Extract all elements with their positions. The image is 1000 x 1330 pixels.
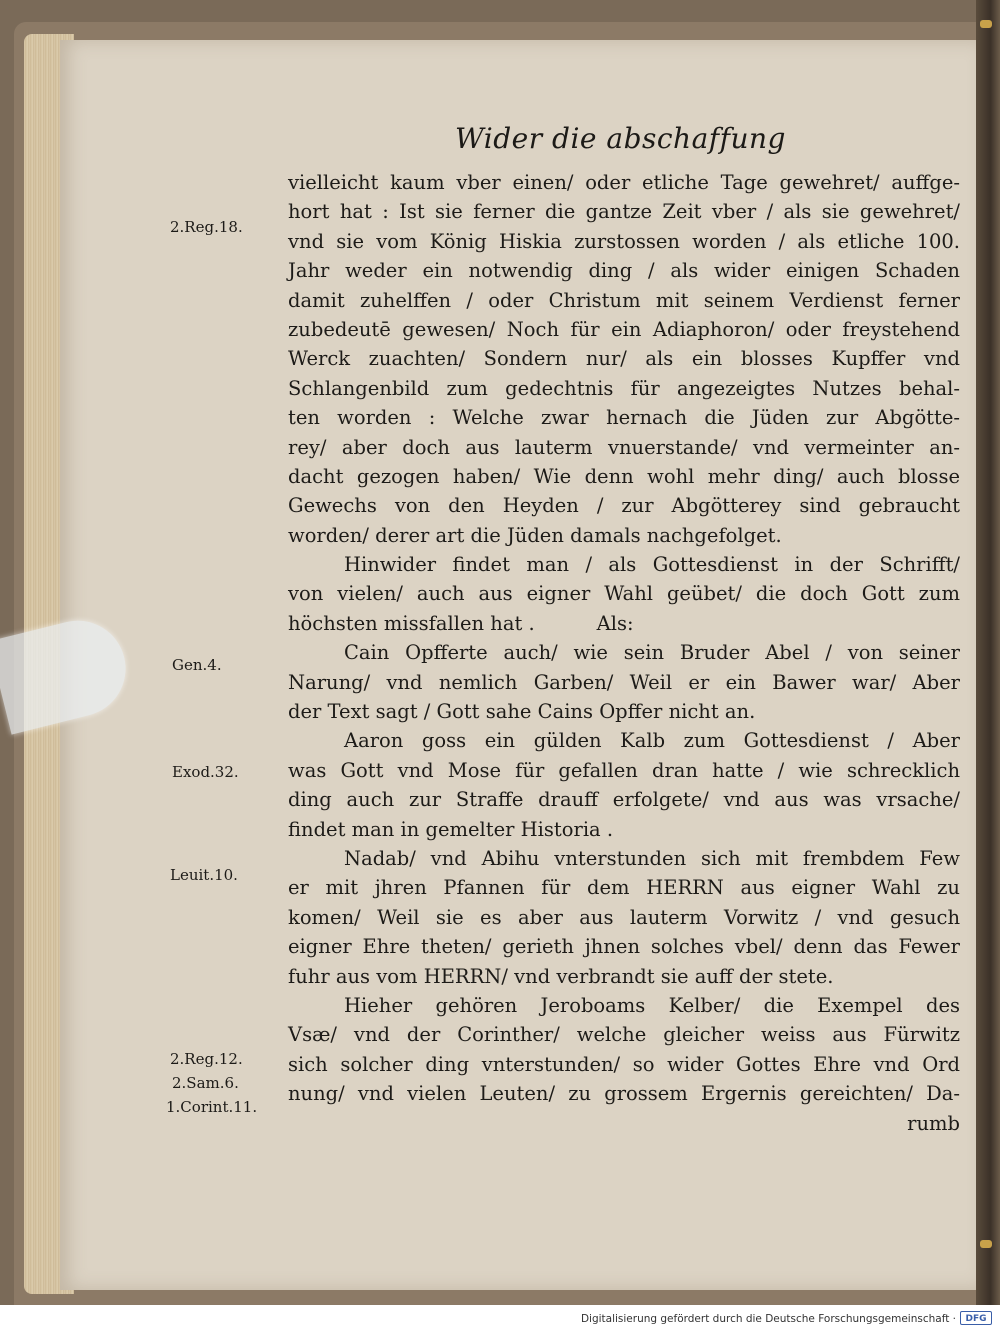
text-line: Hieher gehören Jeroboams Kelber/ die Exempel des xyxy=(344,993,960,1017)
text-line: Jahr weder ein notwendig ding / als wider einigen Schaden xyxy=(288,259,960,283)
text-line: Narung/ vnd nemlich Garben/ Weil er ein Bawer war/ Aber xyxy=(288,670,960,694)
marginal-reference: 1.Corint.11. xyxy=(166,1098,258,1116)
binding-thread xyxy=(980,1240,992,1248)
text-line: nung/ vnd vielen Leuten/ zu grossem Ergernis gereichten/ Da- xyxy=(288,1082,960,1106)
text-line: von vielen/ auch aus eigner Wahl geübet/ die doch Gott zum xyxy=(288,582,960,606)
text-line: Nadab/ vnd Abihu vnterstunden sich mit frembdem Few xyxy=(344,846,960,870)
text-line: Werck zuachten/ Sondern nur/ als ein blosses Kupffer vnd xyxy=(288,347,960,371)
text-line: sich solcher ding vnterstunden/ so wider Gottes Ehre vnd Ord xyxy=(288,1052,960,1076)
running-title: Wider die abschaffung xyxy=(455,122,786,155)
text-line: Schlangenbild zum gedechtnis für angezeigtes Nutzes behal- xyxy=(288,376,960,400)
text-line: eigner Ehre theten/ gerieth jhnen solches vbel/ denn das Fewer xyxy=(288,935,960,959)
marginal-reference: 2.Reg.18. xyxy=(170,218,243,236)
text-line: Cain Opfferte auch/ wie sein Bruder Abel / von seiner xyxy=(344,641,960,665)
marginal-reference: 2.Sam.6. xyxy=(172,1074,239,1092)
text-line: fuhr aus vom HERRN/ vnd verbrandt sie auff der stete. xyxy=(288,964,834,988)
text-line: Hinwider findet man / als Gottesdienst in der Schrifft/ xyxy=(344,553,960,577)
body-text xyxy=(288,168,960,1138)
dfg-logo: DFG xyxy=(960,1311,992,1325)
marginal-reference: 2.Reg.12. xyxy=(170,1050,243,1068)
footer-credit: Digitalisierung gefördert durch die Deutsche Forschungsgemeinschaft · xyxy=(580,1313,956,1325)
text-line: damit zuhelffen / oder Christum mit seinem Verdienst ferner xyxy=(288,288,960,312)
text-line: dacht gezogen haben/ Wie denn wohl mehr ding/ auch blosse xyxy=(288,464,960,488)
text-line: was Gott vnd Mose für gefallen dran hatte / wie schrecklich xyxy=(288,758,960,782)
text-line: rey/ aber doch aus lauterm vnuerstande/ vnd vermeinter an- xyxy=(288,435,960,459)
binding-thread xyxy=(980,20,992,28)
text-line: komen/ Weil sie es aber aus lauterm Vorwitz / vnd gesuch xyxy=(288,905,960,929)
text-line: findet man in gemelter Historia . xyxy=(288,817,614,841)
text-line: er mit jhren Pfannen für dem HERRN aus eigner Wahl zu xyxy=(288,876,960,900)
marginal-reference: Gen.4. xyxy=(172,656,222,674)
text-line: Aaron goss ein gülden Kalb zum Gottesdienst / Aber xyxy=(344,729,960,753)
text-line: ding auch zur Straffe drauff erfolgete/ vnd aus was vrsache/ xyxy=(288,788,960,812)
book-spine xyxy=(976,0,1000,1305)
text-line: zubedeutē gewesen/ Noch für ein Adiaphoron/ oder freystehend xyxy=(288,317,960,341)
text-line: hort hat : Ist sie ferner die gantze Zeit vber / als sie gewehret/ xyxy=(288,200,960,224)
text-line: der Text sagt / Gott sahe Cains Opffer nicht an. xyxy=(288,700,756,724)
marginal-reference: Exod.32. xyxy=(172,763,239,781)
text-line: Vsæ/ vnd der Corinther/ welche gleicher weiss aus Fürwitz xyxy=(288,1023,960,1047)
text-line: ten worden : Welche zwar hernach die Jüden zur Abgötte- xyxy=(288,406,960,430)
text-line: worden/ derer art die Jüden damals nachgefolget. xyxy=(288,523,782,547)
marginal-reference: Leuit.10. xyxy=(170,866,238,884)
catchword: rumb xyxy=(907,1111,960,1135)
text-line: vielleicht kaum vber einen/ oder etliche Tage gewehret/ auffge- xyxy=(288,171,960,194)
text-line: höchsten missfallen hat . Als: xyxy=(288,611,634,635)
text-line: vnd sie vom König Hiskia zurstossen worden / als etliche 100. xyxy=(288,229,960,253)
text-line: Gewechs von den Heyden / zur Abgötterey sind gebraucht xyxy=(288,494,960,518)
